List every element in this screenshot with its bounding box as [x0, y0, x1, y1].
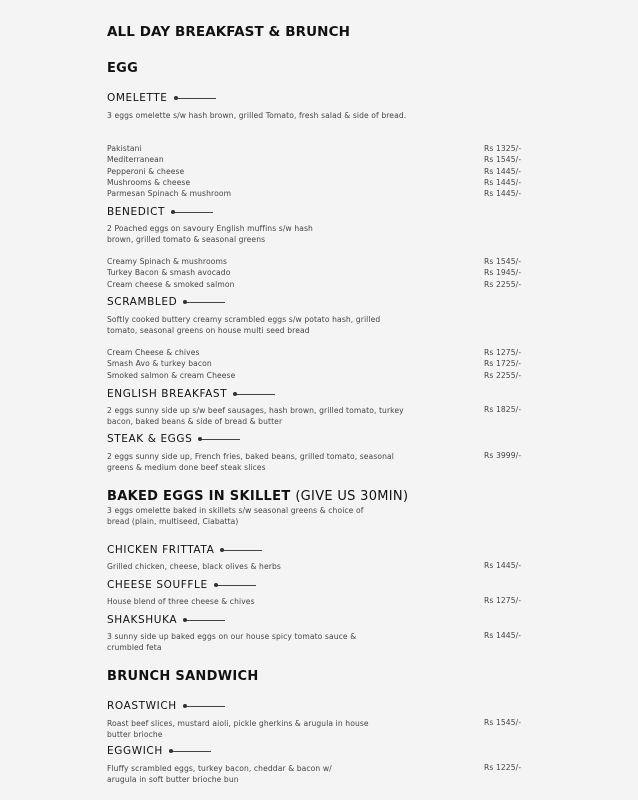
option-price: Rs 1325/-: [484, 144, 522, 153]
divider-line: [235, 394, 275, 395]
option-row: [107, 347, 532, 358]
option-row: [107, 358, 532, 369]
section-egg-heading: EGG: [107, 61, 139, 76]
dish-benedict-heading: [107, 206, 213, 218]
option-price: Rs 1545/-: [484, 155, 522, 165]
option-price: Rs 2255/-: [484, 370, 522, 380]
dish-omelette-heading: [107, 92, 216, 104]
option-price: Rs 1545/-: [484, 257, 522, 266]
divider-line: [222, 550, 262, 551]
dish-shakshuka-price: Rs 1445/-: [484, 631, 522, 640]
option-name: Pakistani: [107, 144, 142, 153]
divider-line: [185, 302, 225, 303]
menu-title: ALL DAY BREAKFAST & BRUNCH: [107, 24, 350, 40]
section-baked-eggs-title: BAKED EGGS IN SKILLET: [107, 489, 291, 504]
dish-english-breakfast-heading: [107, 388, 275, 400]
dish-cheese-souffle-description: House blend of three cheese & chives: [107, 597, 255, 606]
dish-shakshuka-heading: [107, 614, 225, 626]
option-name: Smoked salmon & cream Cheese: [107, 370, 236, 380]
option-name: Smash Avo & turkey bacon: [107, 359, 212, 369]
option-name: Creamy Spinach & mushrooms: [107, 257, 228, 266]
section-brunch-sandwich-heading: BRUNCH SANDWICH: [107, 669, 259, 684]
scrambled-options: [107, 347, 532, 381]
option-row: [107, 370, 532, 381]
divider-line: [176, 98, 216, 99]
section-baked-eggs-description: 3 eggs omelette baked in skillets s/w seasonal greens & choice of bread (plain, multiseed, Ciabatta): [107, 506, 364, 527]
option-name: Cream Cheese & chives: [107, 348, 200, 357]
option-price: Rs 1445/-: [484, 177, 522, 187]
option-price: Rs 2255/-: [484, 279, 522, 289]
dish-roastwich-price: Rs 1545/-: [484, 718, 522, 727]
dish-steak-eggs-name: STEAK & EGGS: [107, 433, 193, 445]
dish-chicken-frittata-description: Grilled chicken, cheese, black olives & herbs: [107, 562, 281, 571]
dish-benedict-name: BENEDICT: [107, 206, 166, 218]
dish-eggwich-name: EGGWICH: [107, 745, 163, 757]
option-row: [107, 177, 532, 188]
option-price: Rs 1445/-: [484, 189, 522, 199]
dish-benedict-description: 2 Poached eggs on savoury English muffins s/w hash brown, grilled tomato & seasonal greens: [107, 224, 313, 245]
dish-chicken-frittata-heading: [107, 544, 262, 556]
section-baked-eggs-note: (GIVE US 30MIN): [295, 489, 409, 504]
option-row: [107, 188, 532, 199]
dish-omelette-description: 3 eggs omelette s/w hash brown, grilled Tomato, fresh salad & side of bread.: [107, 111, 407, 120]
dish-scrambled-heading: [107, 296, 225, 308]
dish-cheese-souffle-price: Rs 1275/-: [484, 596, 522, 605]
divider-line: [171, 751, 211, 752]
dish-omelette-name: OMELETTE: [107, 92, 168, 104]
dish-steak-eggs-price: Rs 3999/-: [484, 451, 522, 460]
benedict-options: [107, 256, 532, 290]
dish-roastwich-name: ROASTWICH: [107, 700, 177, 712]
dish-chicken-frittata-name: CHICKEN FRITTATA: [107, 544, 215, 556]
divider-line: [185, 706, 225, 707]
dish-chicken-frittata-price: Rs 1445/-: [484, 561, 522, 570]
divider-line: [185, 620, 225, 621]
option-row: [107, 267, 532, 278]
option-name: Pepperoni & cheese: [107, 166, 185, 176]
option-price: Rs 1945/-: [484, 268, 522, 278]
dish-roastwich-description: Roast beef slices, mustard aioli, pickle gherkins & arugula in house butter brioche: [107, 719, 369, 740]
option-row: [107, 256, 532, 267]
dish-eggwich-heading: [107, 745, 211, 757]
dish-scrambled-name: SCRAMBLED: [107, 296, 178, 308]
divider-line: [216, 585, 256, 586]
dish-cheese-souffle-heading: [107, 579, 256, 591]
option-name: Mushrooms & cheese: [107, 177, 191, 187]
dish-scrambled-description: Softly cooked buttery creamy scrambled eggs s/w potato hash, grilled tomato, seasonal greens on house multi seed bread: [107, 315, 381, 336]
dish-steak-eggs-heading: [107, 433, 240, 445]
section-baked-eggs-heading: [107, 489, 408, 504]
option-price: Rs 1445/-: [484, 166, 522, 176]
dish-roastwich-heading: [107, 700, 225, 712]
option-row: [107, 143, 532, 154]
option-name: Parmesan Spinach & mushroom: [107, 189, 232, 199]
option-price: Rs 1275/-: [484, 348, 522, 357]
option-name: Mediterranean: [107, 155, 164, 165]
dish-english-breakfast-name: ENGLISH BREAKFAST: [107, 388, 228, 400]
option-row: [107, 154, 532, 165]
dish-eggwich-description: Fluffy scrambled eggs, turkey bacon, cheddar & bacon w/ arugula in soft butter brioche bun: [107, 764, 332, 785]
divider-line: [200, 439, 240, 440]
option-row: [107, 166, 532, 177]
dish-cheese-souffle-name: CHEESE SOUFFLE: [107, 579, 208, 591]
dish-english-breakfast-description: 2 eggs sunny side up s/w beef sausages, hash brown, grilled tomato, turkey bacon, baked beans & side of bread & butter: [107, 406, 404, 427]
option-name: Turkey Bacon & smash avocado: [107, 268, 231, 278]
dish-shakshuka-name: SHAKSHUKA: [107, 614, 178, 626]
dish-shakshuka-description: 3 sunny side up baked eggs on our house spicy tomato sauce & crumbled feta: [107, 632, 357, 653]
dish-english-breakfast-price: Rs 1825/-: [484, 405, 522, 414]
option-row: [107, 279, 532, 290]
omelette-options: [107, 143, 532, 199]
option-price: Rs 1725/-: [484, 359, 522, 369]
dish-eggwich-price: Rs 1225/-: [484, 763, 522, 772]
divider-line: [173, 212, 213, 213]
dish-steak-eggs-description: 2 eggs sunny side up, French fries, baked beans, grilled tomato, seasonal greens & medium done beef steak slices: [107, 452, 394, 473]
option-name: Cream cheese & smoked salmon: [107, 279, 235, 289]
